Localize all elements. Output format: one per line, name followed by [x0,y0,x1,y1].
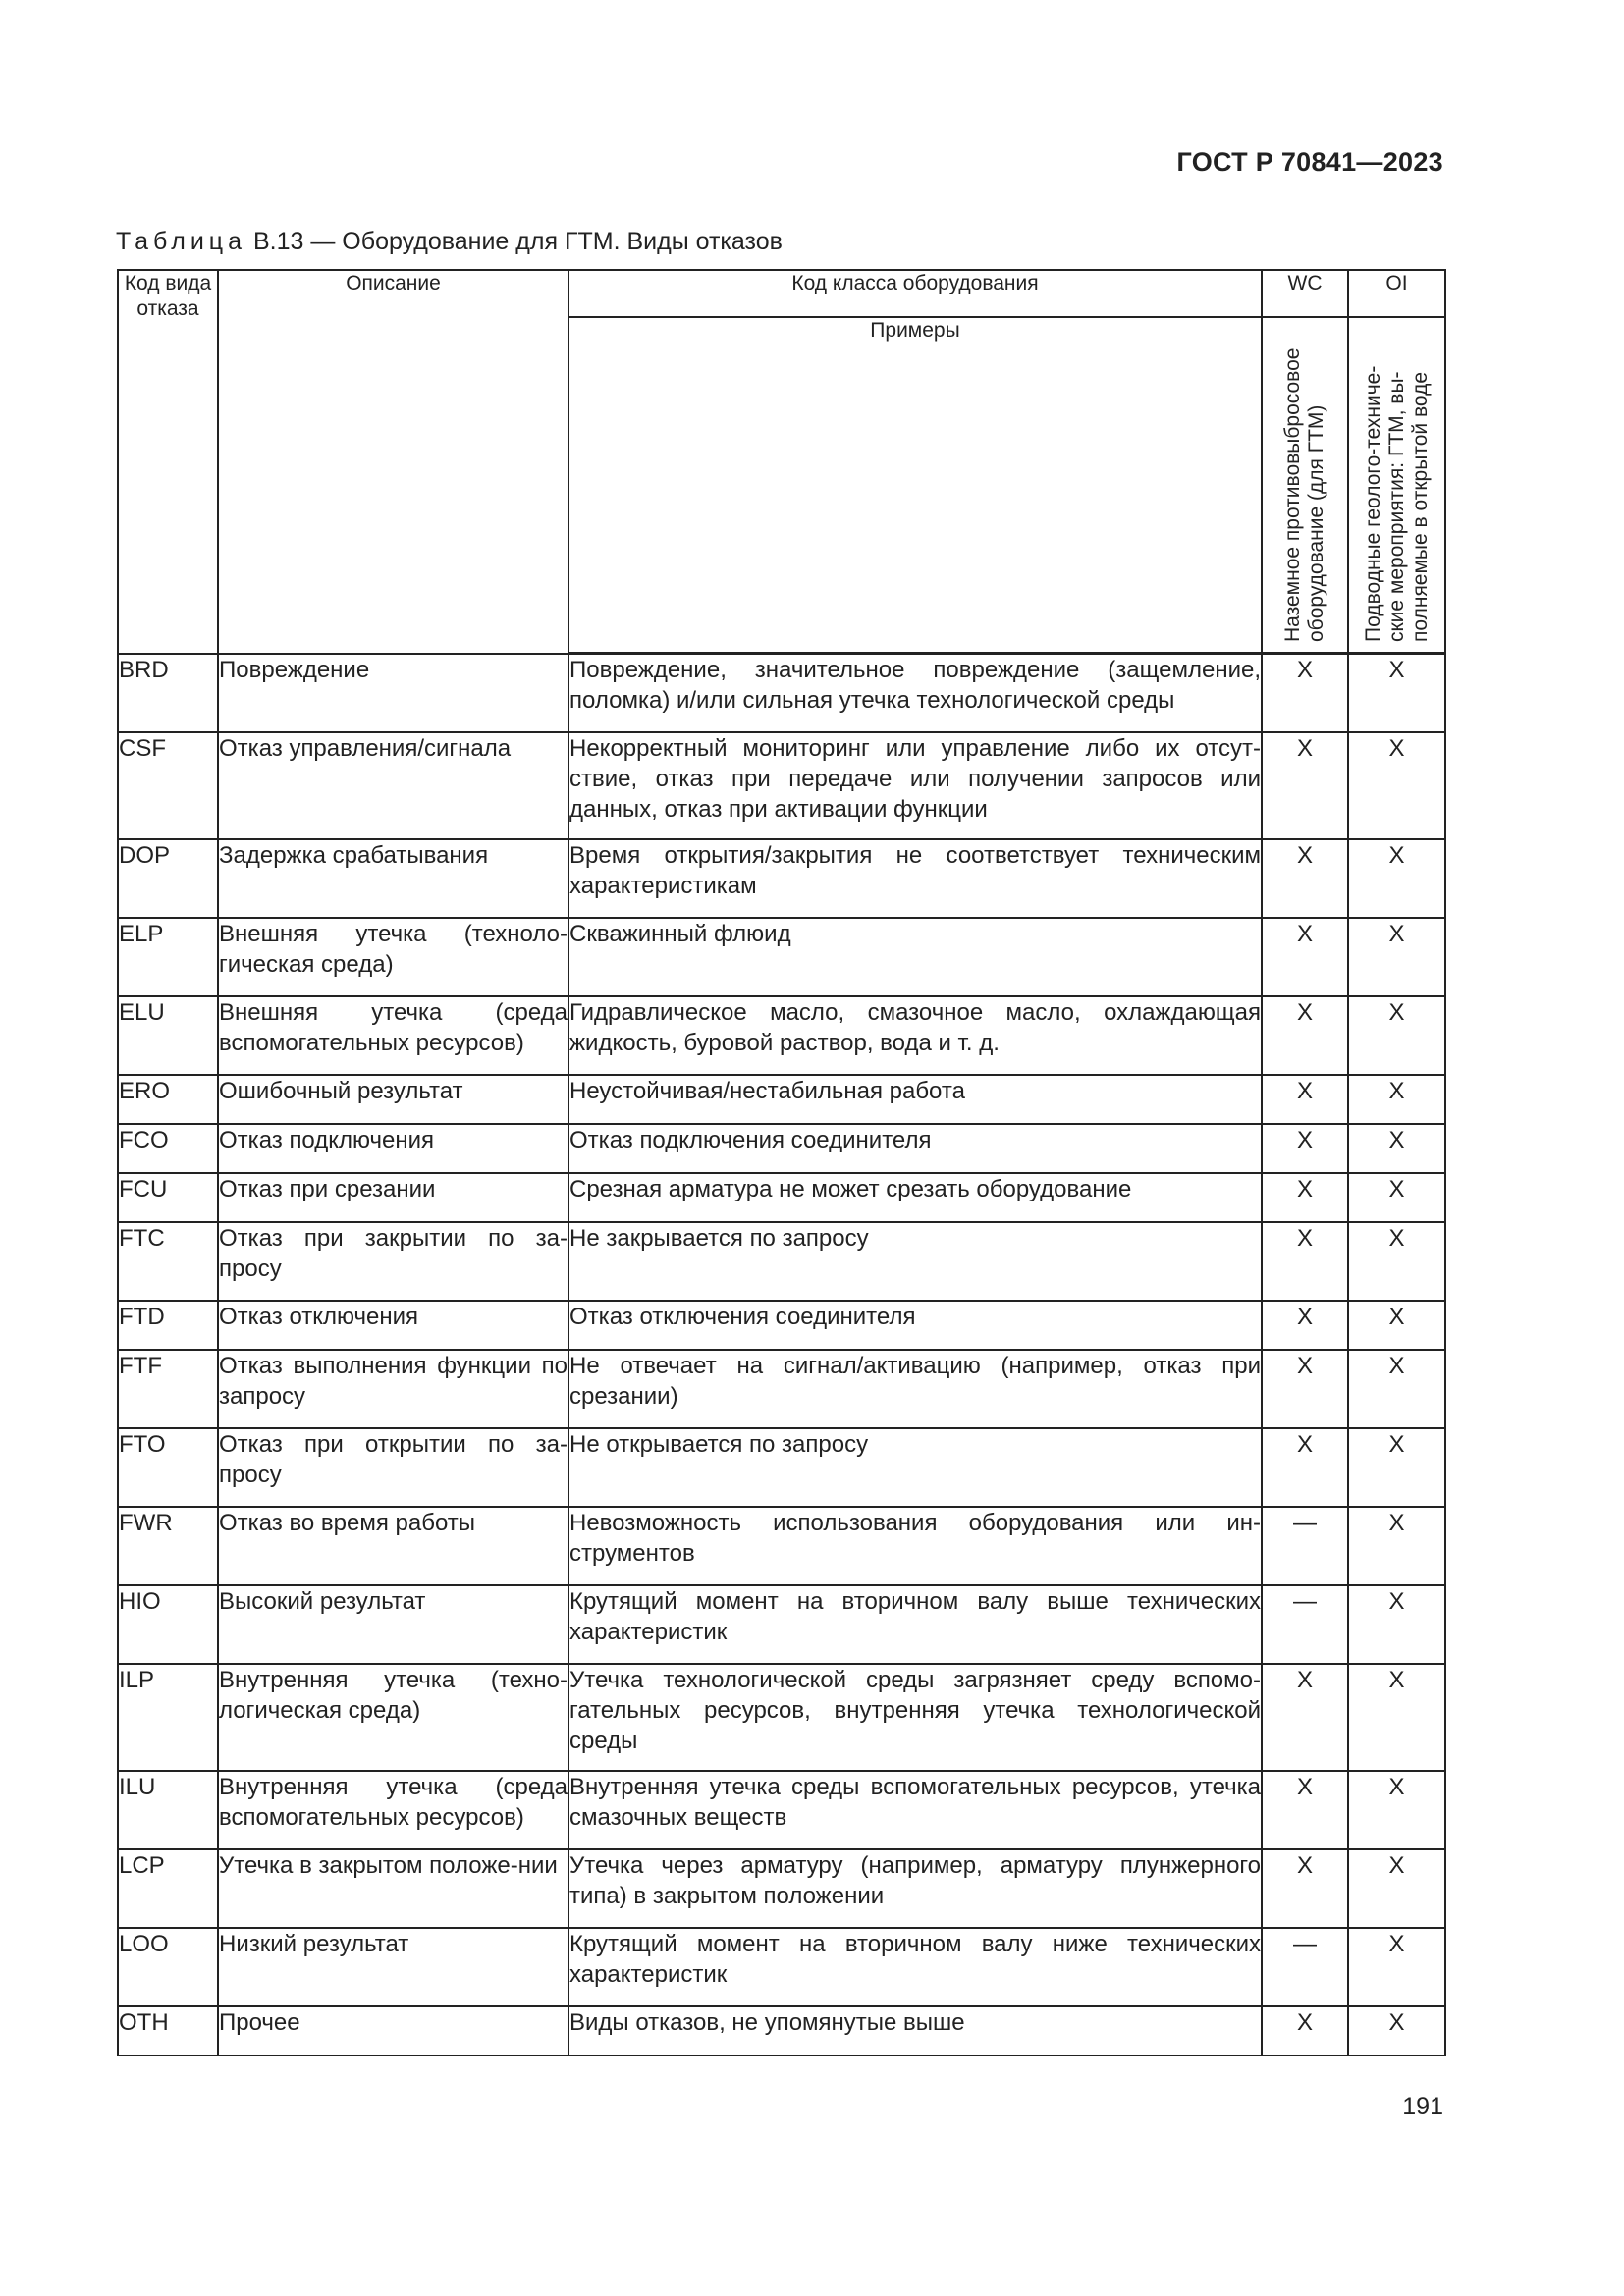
header-description: Описание [218,270,568,654]
cell-oi: X [1348,1664,1445,1771]
table-row [118,1849,1445,1928]
cell-wc: — [1262,1585,1348,1664]
table-caption [116,228,783,256]
cell-examples: Невозможность использования оборудования или ин-струментов [568,1507,1262,1585]
cell-oi: X [1348,1222,1445,1301]
cell-description: Отказ отключения [218,1301,568,1350]
cell-code: HIO [118,1585,218,1664]
cell-wc: X [1262,1124,1348,1173]
cell-code: BRD [118,654,218,732]
cell-code: FTO [118,1428,218,1507]
cell-description: Внутренняя утечка (среда вспомогательных ресурсов) [218,1771,568,1849]
cell-wc: X [1262,1350,1348,1428]
cell-wc: X [1262,1664,1348,1771]
cell-oi: X [1348,1075,1445,1124]
cell-description: Задержка срабатывания [218,839,568,918]
cell-code: FTD [118,1301,218,1350]
cell-wc: X [1262,839,1348,918]
cell-description: Отказ при срезании [218,1173,568,1222]
table-row [118,1075,1445,1124]
cell-code: FWR [118,1507,218,1585]
cell-wc: — [1262,1507,1348,1585]
cell-code: ELU [118,996,218,1075]
cell-examples: Крутящий момент на вторичном валу ниже технических характеристик [568,1928,1262,2006]
header-oi-code: OI [1348,270,1445,317]
cell-examples: Скважинный флюид [568,918,1262,996]
cell-description: Отказ управления/сигнала [218,732,568,839]
cell-code: OTH [118,2006,218,2056]
cell-code: CSF [118,732,218,839]
cell-code: FCU [118,1173,218,1222]
table-row [118,654,1445,732]
header-equipment-class: Код класса оборудования [568,270,1262,317]
cell-examples: Не открывается по запросу [568,1428,1262,1507]
cell-examples: Некорректный мониторинг или управление либо их отсут-ствие, отказ при передаче или получении запросов или данных, отказ при активации функции [568,732,1262,839]
cell-code: ILP [118,1664,218,1771]
table-row [118,1173,1445,1222]
table-row [118,1507,1445,1585]
header-wc-name [1262,317,1348,654]
cell-wc: X [1262,918,1348,996]
header-code: Код вида отказа [118,270,218,654]
cell-description: Повреждение [218,654,568,732]
cell-code: ELP [118,918,218,996]
cell-description: Внешняя утечка (техноло-гическая среда) [218,918,568,996]
cell-oi: X [1348,1849,1445,1928]
cell-code: DOP [118,839,218,918]
cell-examples: Не отвечает на сигнал/активацию (например, отказ при срезании) [568,1350,1262,1428]
cell-description: Отказ подключения [218,1124,568,1173]
table-row [118,1428,1445,1507]
table-row [118,1301,1445,1350]
cell-oi: X [1348,1771,1445,1849]
cell-wc: — [1262,1928,1348,2006]
cell-examples: Отказ подключения соединителя [568,1124,1262,1173]
header-examples: Примеры [568,317,1262,654]
cell-wc: X [1262,1428,1348,1507]
cell-description: Отказ при открытии по за-просу [218,1428,568,1507]
cell-description: Отказ при закрытии по за-просу [218,1222,568,1301]
cell-description: Прочее [218,2006,568,2056]
table-caption-text: В.13 — Оборудование для ГТМ. Виды отказов [252,228,783,255]
cell-wc: X [1262,654,1348,732]
cell-code: ILU [118,1771,218,1849]
cell-description: Утечка в закрытом положе-нии [218,1849,568,1928]
cell-oi: X [1348,839,1445,918]
cell-oi: X [1348,918,1445,996]
cell-wc: X [1262,1771,1348,1849]
cell-examples: Неустойчивая/нестабильная работа [568,1075,1262,1124]
cell-examples: Внутренняя утечка среды вспомогательных ресурсов, утечка смазочных веществ [568,1771,1262,1849]
cell-oi: X [1348,1928,1445,2006]
table-row [118,1124,1445,1173]
cell-oi: X [1348,1507,1445,1585]
table-row [118,918,1445,996]
cell-examples: Не закрывается по запросу [568,1222,1262,1301]
cell-description: Высокий результат [218,1585,568,1664]
cell-examples: Время открытия/закрытия не соответствует техническим характеристикам [568,839,1262,918]
table-row [118,839,1445,918]
cell-code: LCP [118,1849,218,1928]
header-oi-name-text: Подводные геолого-техниче-ские мероприятия: ГТМ, вы-полняемые в открытой воде [1361,365,1432,642]
table-row [118,732,1445,839]
cell-code: ERO [118,1075,218,1124]
cell-oi: X [1348,1173,1445,1222]
table-row [118,996,1445,1075]
table-row [118,1350,1445,1428]
cell-oi: X [1348,1124,1445,1173]
header-wc-code: WC [1262,270,1348,317]
cell-description: Ошибочный результат [218,1075,568,1124]
page-number: 191 [1402,2093,1443,2120]
cell-code: FTC [118,1222,218,1301]
table-row [118,1771,1445,1849]
table-row [118,2006,1445,2056]
cell-oi: X [1348,1428,1445,1507]
cell-oi: X [1348,1301,1445,1350]
cell-oi: X [1348,1350,1445,1428]
cell-wc: X [1262,2006,1348,2056]
cell-oi: X [1348,1585,1445,1664]
cell-wc: X [1262,1301,1348,1350]
cell-code: FTF [118,1350,218,1428]
failure-modes-table [117,269,1446,2056]
cell-wc: X [1262,996,1348,1075]
cell-code: LOO [118,1928,218,2006]
cell-examples: Отказ отключения соединителя [568,1301,1262,1350]
cell-description: Отказ выполнения функции по запросу [218,1350,568,1428]
table-row [118,1928,1445,2006]
table-row [118,1585,1445,1664]
cell-examples: Утечка технологической среды загрязняет среду вспомо-гательных ресурсов, внутренняя утечка технологической среды [568,1664,1262,1771]
document-header: ГОСТ Р 70841—2023 [1176,147,1443,177]
header-oi-name [1348,317,1445,654]
table-row [118,1222,1445,1301]
cell-oi: X [1348,2006,1445,2056]
cell-wc: X [1262,732,1348,839]
cell-wc: X [1262,1173,1348,1222]
cell-oi: X [1348,996,1445,1075]
cell-wc: X [1262,1222,1348,1301]
cell-description: Отказ во время работы [218,1507,568,1585]
table-row [118,1664,1445,1771]
cell-oi: X [1348,732,1445,839]
cell-wc: X [1262,1849,1348,1928]
cell-examples: Крутящий момент на вторичном валу выше технических характеристик [568,1585,1262,1664]
cell-examples: Повреждение, значительное повреждение (защемление, поломка) и/или сильная утечка технологической среды [568,654,1262,732]
cell-examples: Утечка через арматуру (например, арматуру плунжерного типа) в закрытом положении [568,1849,1262,1928]
cell-examples: Срезная арматура не может срезать оборудование [568,1173,1262,1222]
header-wc-name-text: Наземное противовыбросовое оборудование (для ГТМ) [1281,347,1327,642]
cell-code: FCO [118,1124,218,1173]
cell-examples: Виды отказов, не упомянутые выше [568,2006,1262,2056]
cell-examples: Гидравлическое масло, смазочное масло, охлаждающая жидкость, буровой раствор, вода и т. д. [568,996,1262,1075]
cell-oi: X [1348,654,1445,732]
cell-description: Внешняя утечка (среда вспомогательных ресурсов) [218,996,568,1075]
cell-description: Внутренняя утечка (техно-логическая среда) [218,1664,568,1771]
cell-wc: X [1262,1075,1348,1124]
cell-description: Низкий результат [218,1928,568,2006]
table-caption-prefix: Таблица [116,228,247,255]
